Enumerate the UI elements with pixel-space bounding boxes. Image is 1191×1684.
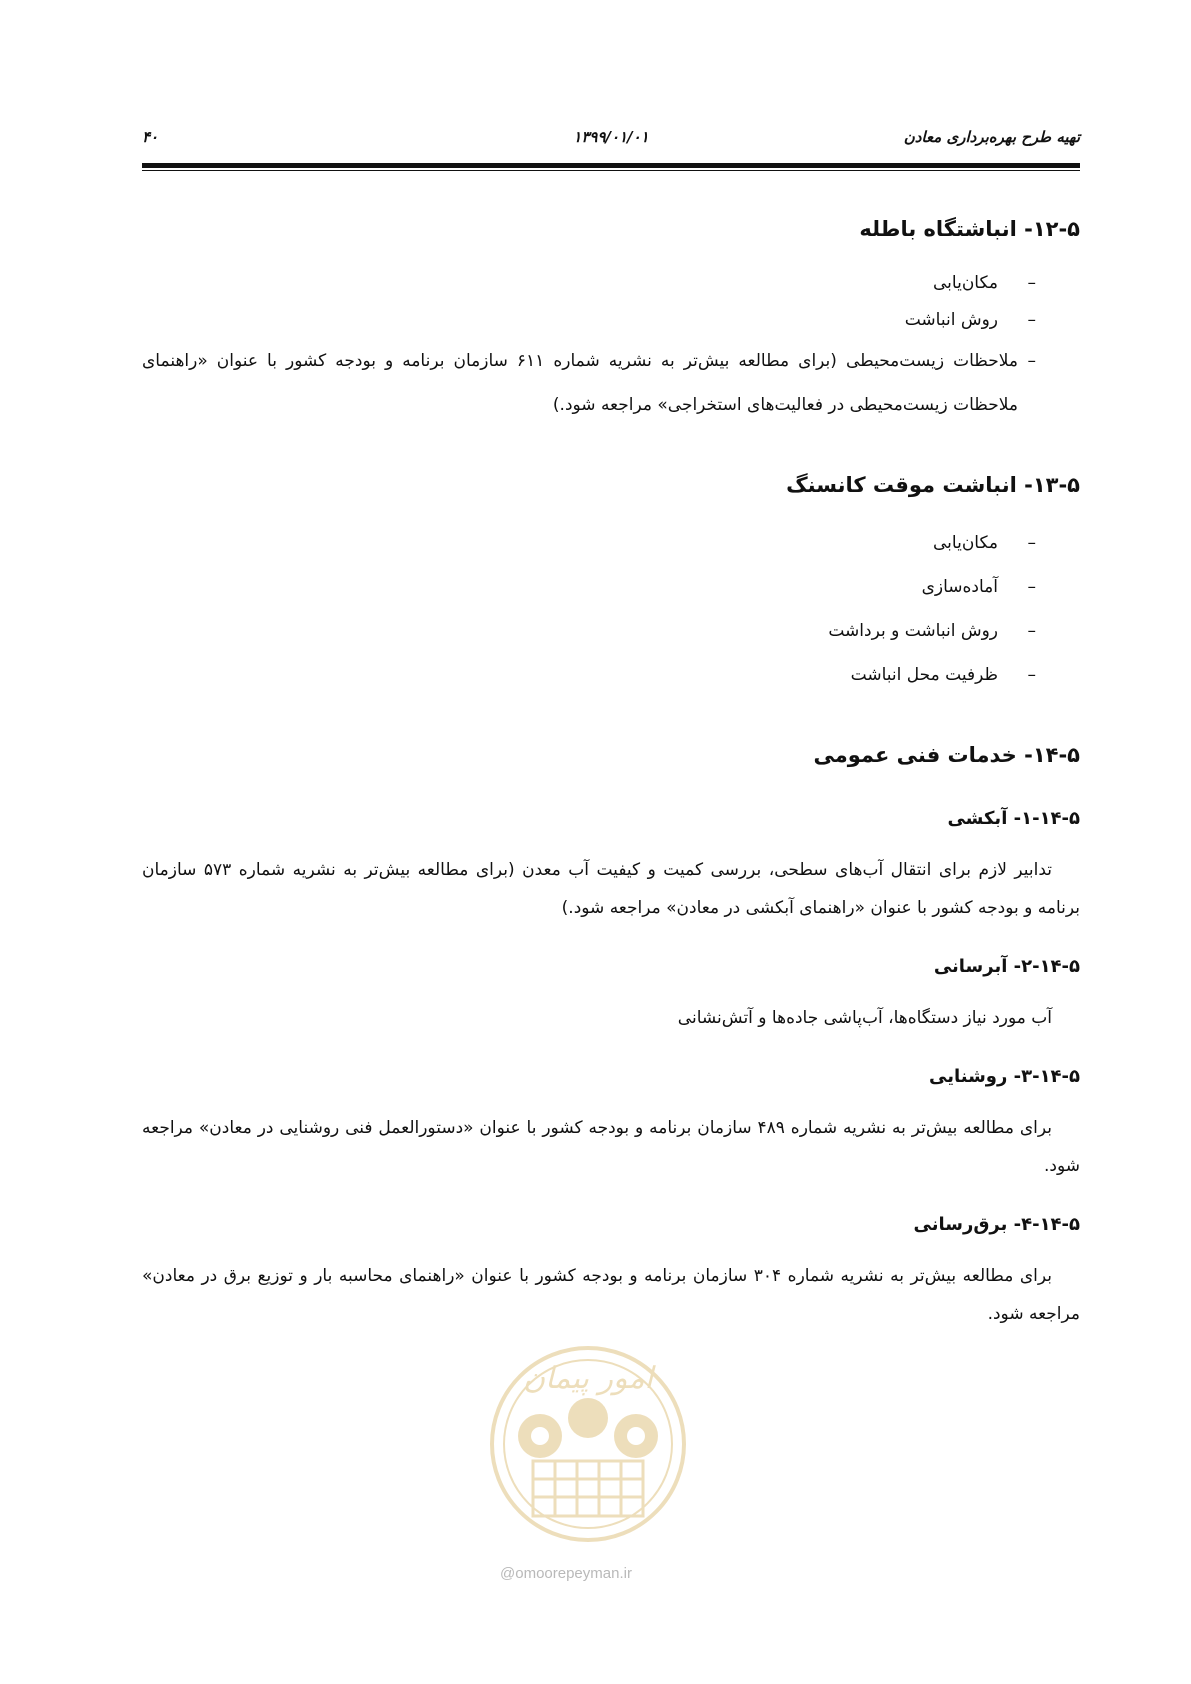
bullet-dash: – [1027, 533, 1036, 553]
list-item: – روش انباشت و برداشت [142, 609, 1080, 653]
section-heading-5-13: ۱۳-۵- انباشت موقت کانسنگ [786, 473, 1080, 497]
list-item: – روش انباشت [142, 302, 1080, 339]
header-date: ۱۳۹۹/۰۱/۰۱ [573, 128, 649, 146]
bullet-dash: – [1027, 665, 1036, 685]
bullet-dash: – [1027, 351, 1036, 371]
watermark-logo [478, 1326, 698, 1556]
list-item: – ملاحظات زیست‌محیطی (برای مطالعه بیش‌تر به نشریه شماره ۶۱۱ سازمان برنامه و بودجه کشور با عنوان «راهنمای ملاحظات زیست‌محیطی در فعالیت‌های استخراجی» مراجعه شود.) [142, 339, 1080, 427]
watermark-url: @omoorepeyman.ir [500, 1565, 632, 1582]
page-body [142, 205, 1080, 1333]
subsection-heading-5-14-2: ۲-۱۴-۵- آبرسانی [933, 956, 1080, 977]
paragraph: تدابیر لازم برای انتقال آب‌های سطحی، بررسی کمیت و کیفیت آب معدن (برای مطالعه بیش‌تر به نشریه شماره ۵۷۳ سازمان برنامه و بودجه کشور با عنوان «راهنمای آبکشی در معادن» مراجعه شود.) [142, 860, 1080, 918]
page-number: ۴۰ [142, 128, 159, 146]
section-heading-5-14: ۱۴-۵- خدمات فنی عمومی [813, 743, 1080, 767]
list-item: – ظرفیت محل انباشت [142, 653, 1080, 697]
header-title: تهیه طرح بهره‌برداری معادن [903, 128, 1080, 146]
subsection-heading-5-14-3: ۳-۱۴-۵- روشنایی [929, 1066, 1080, 1087]
bullet-dash: – [1027, 577, 1036, 597]
list-item: – آماده‌سازی [142, 565, 1080, 609]
list-item: – مکان‌یابی [142, 265, 1080, 302]
section-heading-5-12: ۱۲-۵- انباشتگاه باطله [859, 217, 1080, 241]
header-rule-thick [142, 163, 1080, 168]
running-header [142, 128, 1080, 158]
paragraph: برای مطالعه بیش‌تر به نشریه شماره ۴۸۹ سازمان برنامه و بودجه کشور با عنوان «دستورالعمل فنی روشنایی در معادن» مراجعه شود. [142, 1118, 1080, 1176]
bullet-dash: – [1027, 310, 1036, 330]
watermark-logo-text: امور پیمان [523, 1361, 653, 1396]
subsection-heading-5-14-4: ۴-۱۴-۵- برق‌رسانی [913, 1214, 1080, 1235]
paragraph: برای مطالعه بیش‌تر به نشریه شماره ۳۰۴ سازمان برنامه و بودجه کشور با عنوان «راهنمای محاسبه بار و توزیع برق در معادن» مراجعه شود. [142, 1266, 1080, 1324]
paragraph: آب مورد نیاز دستگاه‌ها، آب‌پاشی جاده‌ها و آتش‌نشانی [677, 1008, 1052, 1028]
section-5-13-list [142, 521, 1080, 697]
section-5-12-list [142, 265, 1080, 427]
header-rule-thin [142, 170, 1080, 171]
bullet-dash: – [1027, 621, 1036, 641]
subsection-heading-5-14-1: ۱-۱۴-۵- آبکشی [947, 808, 1080, 829]
list-item: – مکان‌یابی [142, 521, 1080, 565]
bullet-dash: – [1027, 273, 1036, 293]
